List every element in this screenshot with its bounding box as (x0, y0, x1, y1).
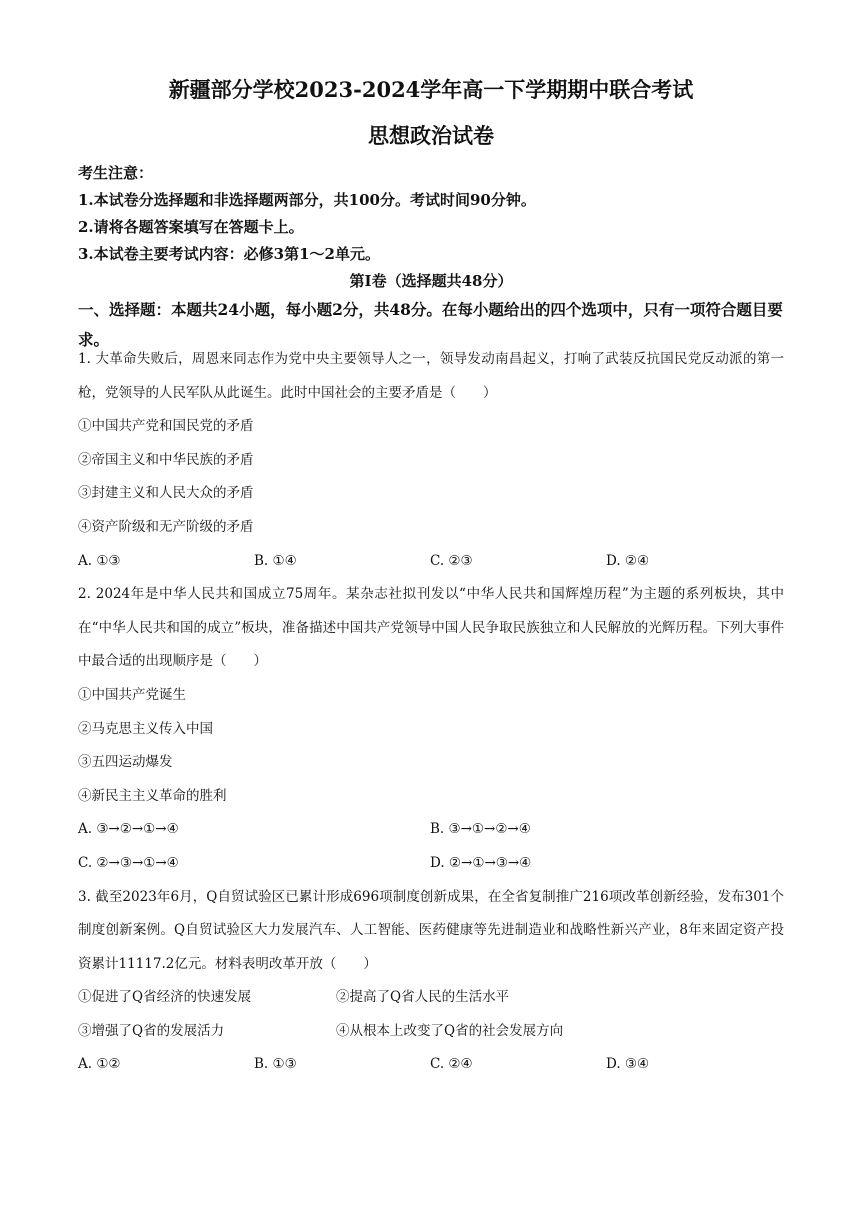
notice-item: 2.请将各题答案填写在答题卡上。 (78, 218, 304, 236)
choice-d[interactable]: D. ②④ (606, 552, 650, 569)
choice-c[interactable]: C. ②→③→①→④ (78, 854, 179, 871)
statement-options-row (78, 1015, 784, 1049)
statement-option: ③五四运动爆发 (78, 754, 173, 771)
choice-c[interactable]: C. ②④ (430, 1056, 473, 1073)
question-stem: 3. 截至2023年6月，Q自贸试验区已累计形成696项制度创新成果，在全省复制推广216项改革创新经验，发布301个制度创新案例。Q自贸试验区大力发展汽车、人工智能、医药健康等先进制造业和战略性新兴产业，8年来固定资产投资累计11117.2亿元。材料表明改革开放（ ） (78, 888, 784, 972)
statement-option: ①中国共产党诞生 (78, 686, 186, 703)
notice-item: 1.本试卷分选择题和非选择题两部分，共100分。考试时间90分钟。 (78, 191, 536, 209)
choice-a[interactable]: A. ③→②→①→④ (78, 821, 179, 838)
exam-title: 新疆部分学校2023-2024学年高一下学期期中联合考试 (168, 77, 694, 102)
answer-choices (78, 1048, 784, 1082)
question-1 (78, 343, 784, 578)
question-stem: 2. 2024年是中华人民共和国成立75周年。某杂志社拟刊发以“中华人民共和国辉煌历程”为主题的系列板块，其中在“中华人民共和国的成立”板块，准备描述中国共产党领导中国人民争取民族独立和人民解放的光辉历程。下列大事件中最合适的出现顺序是（ ） (78, 586, 784, 670)
notice-item: 3.本试卷主要考试内容：必修3第1～2单元。 (78, 245, 380, 263)
statement-option: ④从根本上改变了Q省的社会发展方向 (336, 1022, 564, 1039)
choice-a[interactable]: A. ①② (78, 1056, 121, 1073)
notice-heading: 考生注意： (78, 164, 154, 182)
statement-option: ②帝国主义和中华民族的矛盾 (78, 451, 254, 468)
question-3 (78, 881, 784, 1083)
exam-subject-title: 思想政治试卷 (368, 123, 494, 148)
choice-b[interactable]: B. ③→①→②→④ (430, 821, 531, 838)
section-heading: 第Ⅰ卷（选择题共48分） (349, 272, 513, 290)
statement-option: ③封建主义和人民大众的矛盾 (78, 485, 254, 502)
exam-notice (78, 160, 784, 355)
choice-a[interactable]: A. ①③ (78, 552, 121, 569)
statement-options-row (78, 981, 784, 1015)
statement-option: ④新民主主义革命的胜利 (78, 787, 227, 804)
statement-option: ③增强了Q省的发展活力 (78, 1022, 225, 1039)
answer-choices (78, 545, 784, 579)
statement-option: ①促进了Q省经济的快速发展 (78, 989, 252, 1006)
statement-option: ②马克思主义传入中国 (78, 720, 213, 737)
question-2 (78, 578, 784, 880)
statement-option: ①中国共产党和国民党的矛盾 (78, 418, 254, 435)
statement-option: ④资产阶级和无产阶级的矛盾 (78, 518, 254, 535)
choice-b[interactable]: B. ①③ (254, 1056, 297, 1073)
answer-choices-row (78, 847, 784, 881)
question-stem: 1. 大革命失败后，周恩来同志作为党中央主要领导人之一，领导发动南昌起义，打响了武装反抗国民党反动派的第一枪，党领导的人民军队从此诞生。此时中国社会的主要矛盾是（ ） (78, 351, 784, 401)
statement-option: ②提高了Q省人民的生活水平 (336, 989, 510, 1006)
answer-choices-row (78, 813, 784, 847)
question-list (78, 343, 784, 1082)
section-instruction: 一、选择题：本题共24小题，每小题2分，共48分。在每小题给出的四个选项中，只有一项符合题目要求。 (78, 300, 783, 349)
choice-d[interactable]: D. ②→①→③→④ (430, 854, 532, 871)
choice-d[interactable]: D. ③④ (606, 1056, 650, 1073)
choice-c[interactable]: C. ②③ (430, 552, 473, 569)
choice-b[interactable]: B. ①④ (254, 552, 297, 569)
